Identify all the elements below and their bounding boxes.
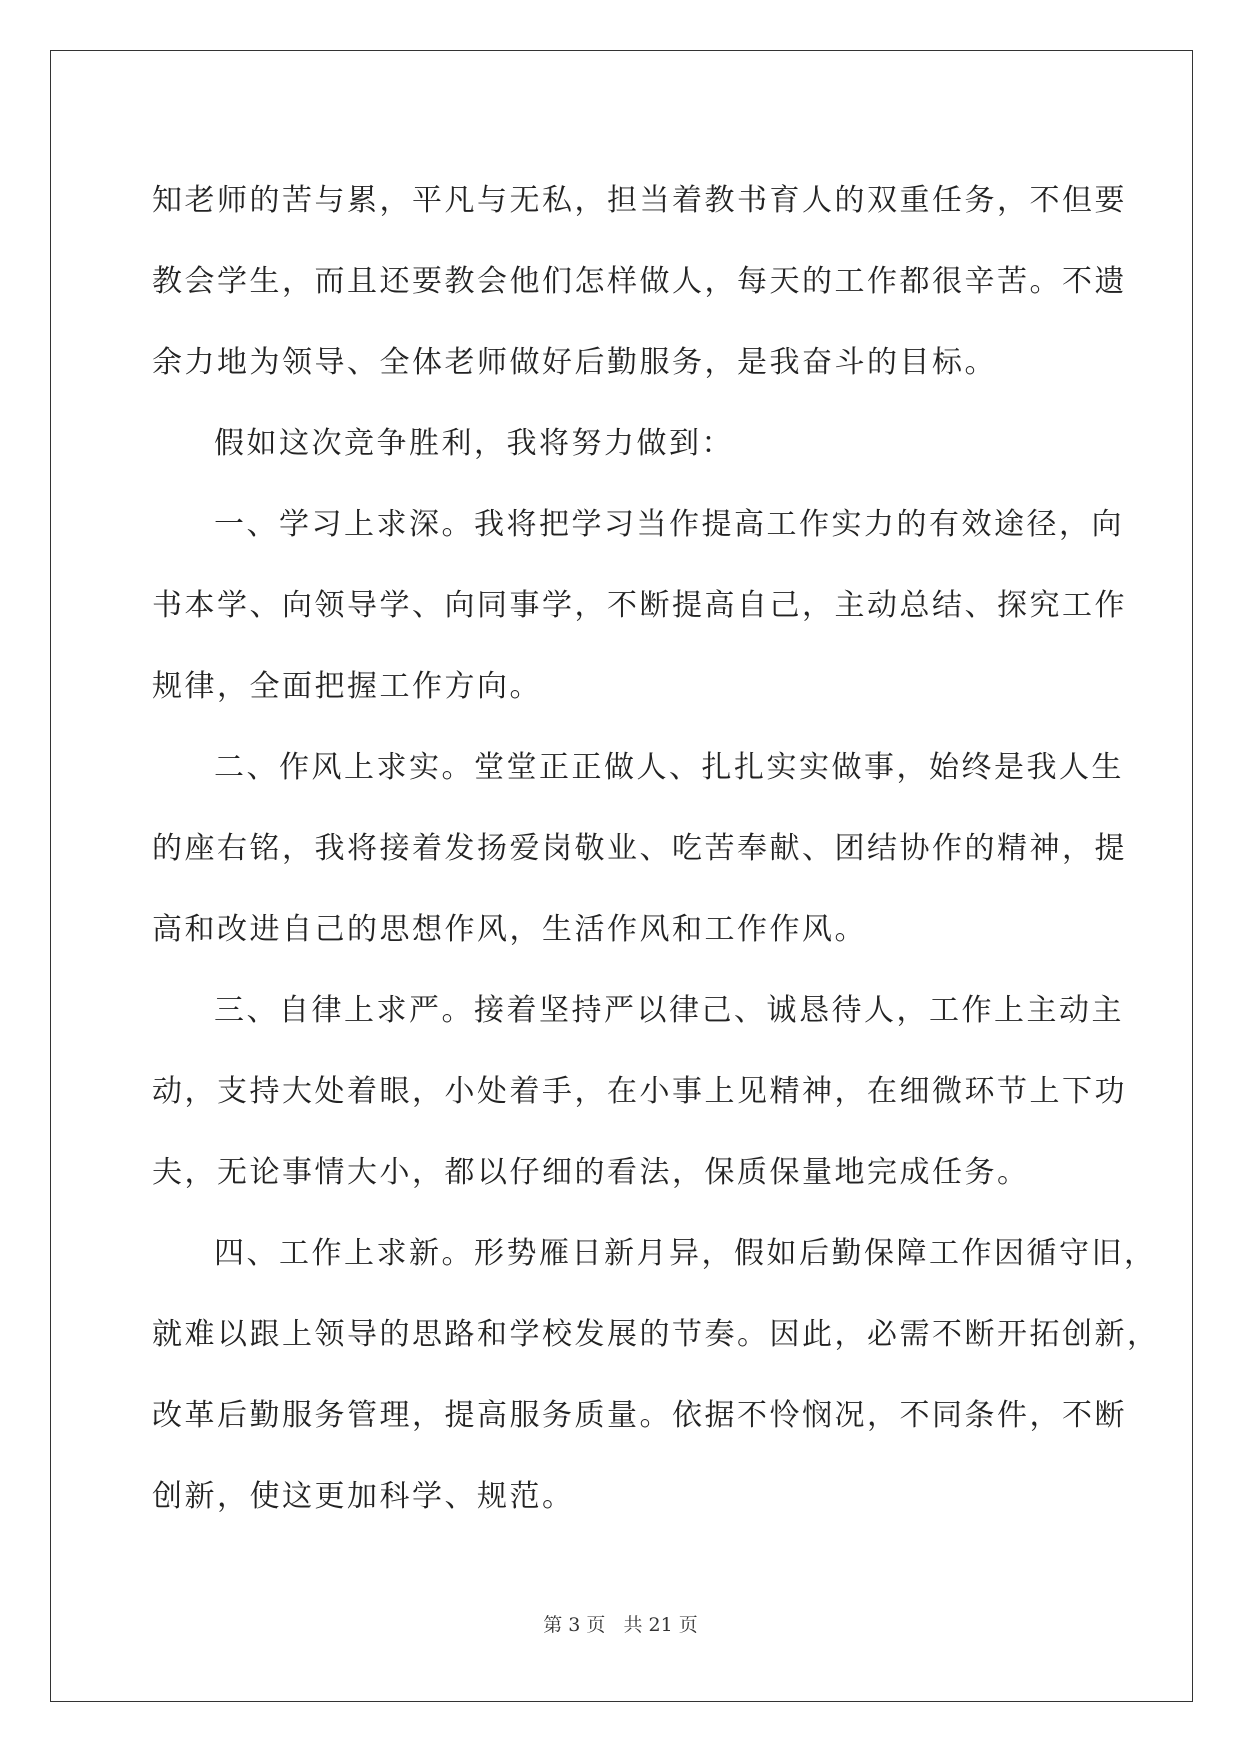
text-line: 动，支持大处着眼，小处着手，在小事上见精神，在细微环节上下功	[152, 1074, 1127, 1109]
text-line: 规律，全面把握工作方向。	[152, 669, 542, 704]
document-body	[152, 160, 1160, 1537]
text-line: 创新，使这更加科学、规范。	[152, 1479, 575, 1514]
text-line: 三、自律上求严。接着坚持严以律己、诚恳待人，工作上主动主	[214, 993, 1124, 1028]
text-line: 二、作风上求实。堂堂正正做人、扎扎实实做事，始终是我人生	[214, 750, 1124, 785]
text-line: 一、学习上求深。我将把学习当作提高工作实力的有效途径，向	[214, 507, 1124, 542]
page-total: 共 21 页	[623, 1614, 698, 1636]
page-current: 第 3 页	[543, 1614, 606, 1636]
text-line: 假如这次竞争胜利，我将努力做到：	[214, 426, 734, 461]
page-footer	[0, 1610, 1241, 1637]
text-line: 改革后勤服务管理，提高服务质量。依据不怜悯况，不同条件，不断	[152, 1398, 1127, 1433]
paragraph	[152, 1213, 1160, 1537]
text-line: 余力地为领导、全体老师做好后勤服务，是我奋斗的目标。	[152, 345, 997, 380]
text-line: 知老师的苦与累，平凡与无私，担当着教书育人的双重任务，不但要	[152, 183, 1127, 218]
text-line: 书本学、向领导学、向同事学，不断提高自己，主动总结、探究工作	[152, 588, 1127, 623]
text-line: 高和改进自己的思想作风，生活作风和工作作风。	[152, 912, 867, 947]
text-line: 就难以跟上领导的思路和学校发展的节奏。因此，必需不断开拓创新，	[152, 1317, 1160, 1352]
paragraph	[152, 484, 1127, 727]
text-line: 的座右铭，我将接着发扬爱岗敬业、吃苦奉献、团结协作的精神，提	[152, 831, 1127, 866]
text-line: 四、工作上求新。形势雁日新月异，假如后勤保障工作因循守旧，	[214, 1236, 1157, 1271]
paragraph	[152, 160, 1127, 403]
text-line: 教会学生，而且还要教会他们怎样做人，每天的工作都很辛苦。不遗	[152, 264, 1127, 299]
paragraph	[152, 970, 1127, 1213]
paragraph	[152, 727, 1127, 970]
paragraph	[152, 403, 1112, 484]
text-line: 夫，无论事情大小，都以仔细的看法，保质保量地完成任务。	[152, 1155, 1030, 1190]
